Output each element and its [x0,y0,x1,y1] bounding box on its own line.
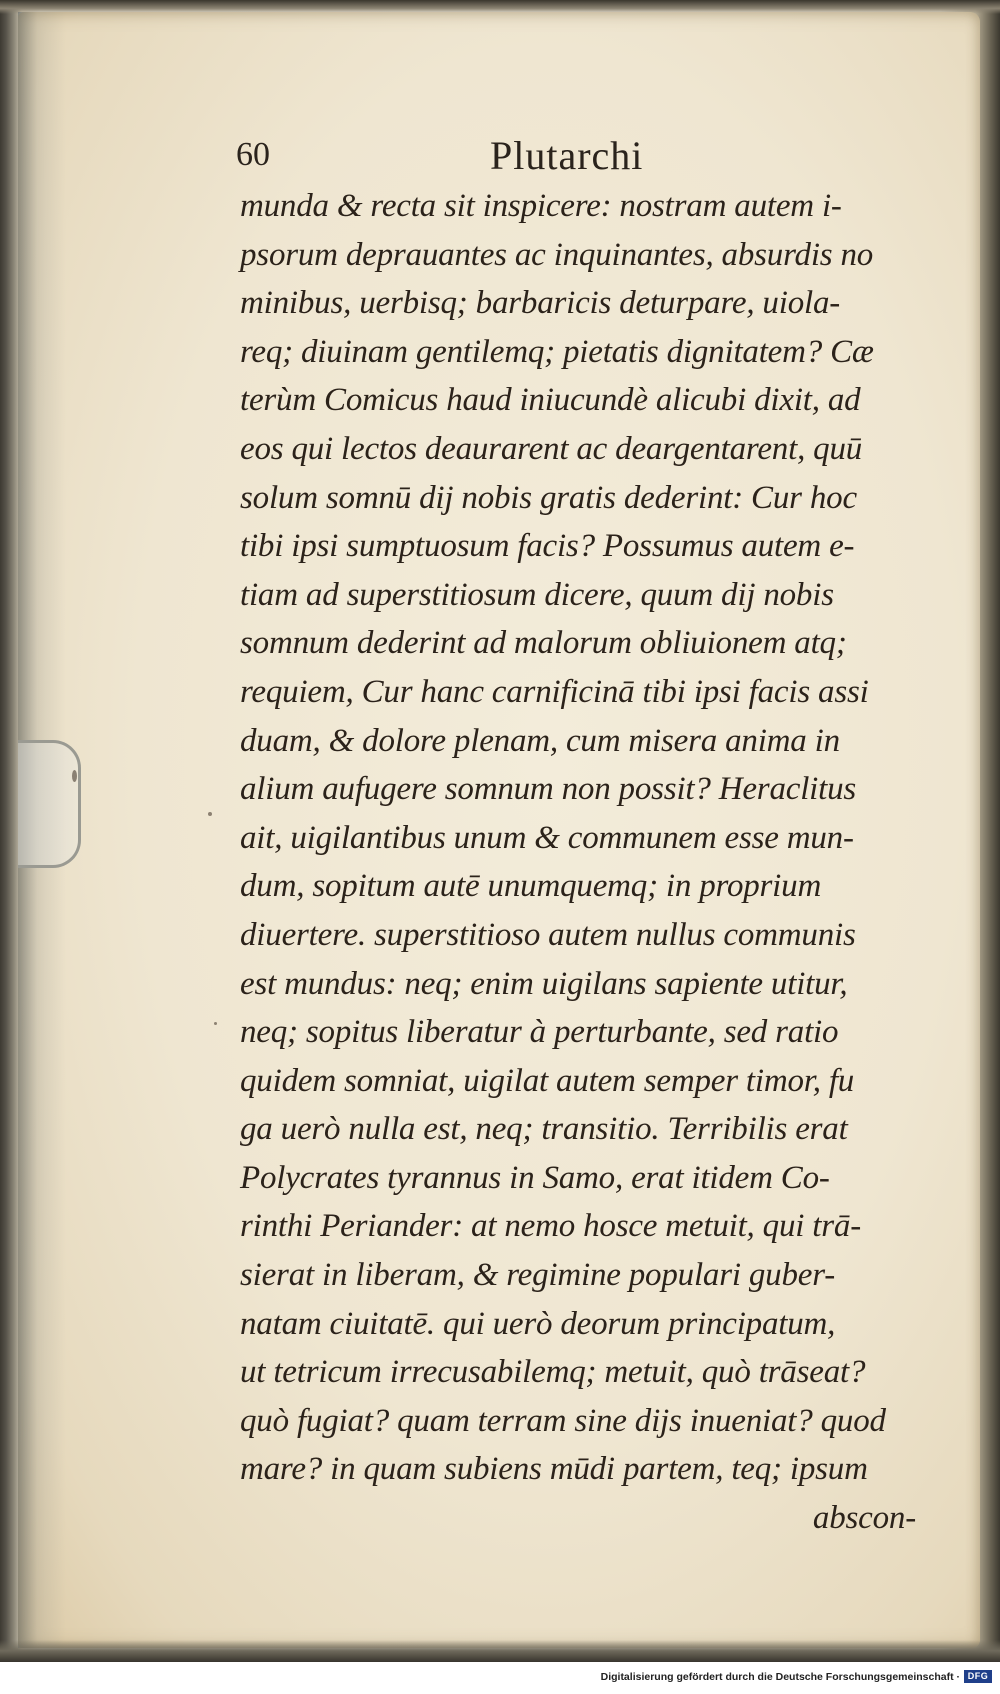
text-line: ga uerò nulla est, neq; transitio. Terribilis erat [240,1111,848,1148]
catchword: abscon- [812,1500,916,1537]
text-line: quidem somniat, uigilat autem semper timor, fu [240,1062,855,1099]
page-clip [18,740,81,868]
text-line: munda & recta sit inspicere: nostram autem i- [240,188,842,224]
text-line: duam, & dolore plenam, cum misera anima in [240,722,840,759]
page-number: 60 [236,136,270,173]
text-line: alium aufugere somnum non possit? Heraclitus [240,771,857,808]
ink-speck [214,1022,217,1025]
text-line: eos qui lectos deaurarent ac deargentarent, quū [240,430,863,467]
text-line: dum, sopitum autē unumquemq; in proprium [240,868,822,905]
text-line: natam ciuitatē. qui uerò deorum principatum, [240,1305,836,1342]
text-line: terùm Comicus haud iniucundè alicubi dixit, ad [240,382,861,419]
ink-speck [208,812,212,816]
text-line: quò fugiat? quam terram sine dijs inueniat? quod [240,1402,886,1439]
text-line: tiam ad superstitiosum dicere, quum dij nobis [240,576,834,613]
text-line: minibus, uerbisq; barbaricis deturpare, uiola- [240,285,841,322]
text-line: req; diuinam gentilemq; pietatis dignitatem? Cæ [240,333,874,370]
text-line: rinthi Periander: at nemo hosce metuit, qui trā- [240,1208,861,1245]
text-line: sierat in liberam, & regimine populari guber- [240,1257,835,1294]
text-line: diuertere. superstitioso autem nullus communis [240,916,856,953]
ink-speck [72,770,77,782]
text-line: neq; sopitus liberatur à perturbante, sed ratio [240,1014,839,1051]
digitization-footer [0,1662,1000,1694]
text-line: psorum deprauantes ac inquinantes, absurdis no [240,236,874,273]
dfg-logo: DFG [964,1670,992,1683]
text-line: ut tetricum irrecusabilemq; metuit, quò trāseat? [240,1354,866,1391]
text-line: somnum dederint ad malorum obliuionem atq; [240,625,847,662]
page-header [236,132,916,180]
scan-bottom-edge [0,1640,1000,1664]
text-line: Polycrates tyrannus in Samo, erat itidem Co- [240,1159,830,1196]
text-line: solum somnū dij nobis gratis dederint: Cur hoc [240,479,857,516]
text-line: requiem, Cur hanc carnificinā tibi ipsi facis assi [240,673,869,710]
body-text [240,182,920,1543]
text-line: est mundus: neq; enim uigilans sapiente utitur, [240,965,848,1002]
text-line: mare? in quam subiens mūdi partem, teq; ipsum [240,1451,868,1488]
text-line: tibi ipsi sumptuosum facis? Possumus autem e- [240,528,855,565]
funding-credit: Digitalisierung gefördert durch die Deutsche Forschungsgemeinschaft · [600,1671,960,1683]
running-head: Plutarchi [490,133,644,178]
text-line: ait, uigilantibus unum & communem esse mun- [240,819,854,856]
